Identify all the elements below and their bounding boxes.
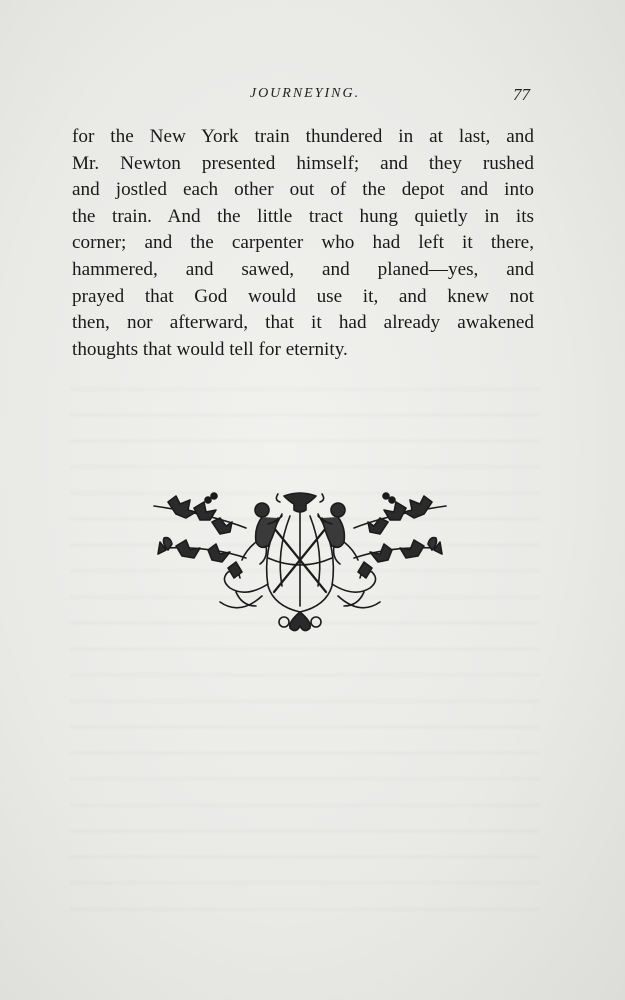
text-line: hammered, and sawed, and planed—yes, and — [72, 258, 534, 280]
text-line: thoughts that would tell for eternity. — [72, 338, 348, 360]
body-text — [72, 124, 534, 363]
text-line: the train. And the little tract hung quietly in its — [72, 205, 534, 227]
text-line: corner; and the carpenter who had left it there, — [72, 232, 534, 254]
text-line: for the New York train thundered in at last, and — [72, 126, 534, 147]
running-title: JOURNEYING. — [249, 86, 361, 101]
text-line: prayed that God would use it, and knew not — [72, 285, 534, 307]
text-line: then, nor afterward, that it had already awakened — [72, 312, 534, 334]
running-head — [72, 86, 538, 112]
tailpiece-ornament-icon — [150, 488, 450, 636]
text-line: Mr. Newton presented himself; and they rushed — [72, 152, 534, 174]
show-through-texture — [70, 370, 540, 910]
text-line: and jostled each other out of the depot and into — [72, 179, 534, 201]
page-number: 77 — [513, 85, 530, 104]
